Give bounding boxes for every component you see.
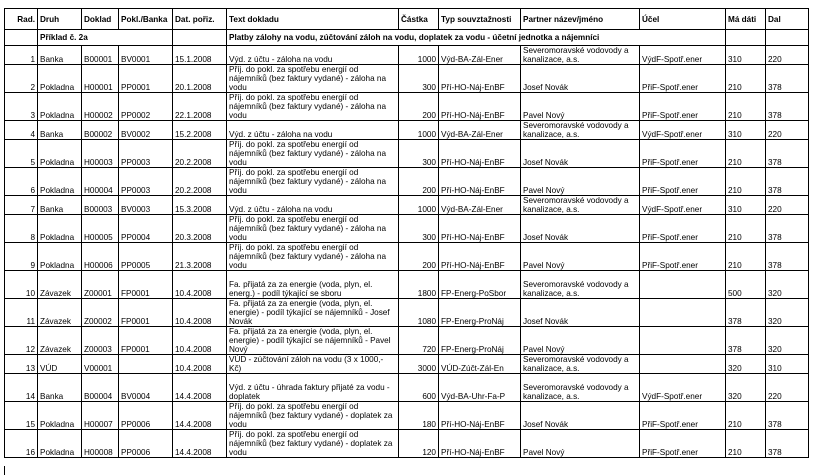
cell-castka: 1000 xyxy=(399,121,439,140)
cell-datum: 20.1.2008 xyxy=(173,65,227,93)
cell-row-number: 11 xyxy=(5,299,38,327)
table-row xyxy=(5,355,809,374)
cell-doklad: H00008 xyxy=(82,430,119,458)
cell-ma-dati: 310 xyxy=(726,196,766,215)
cell-druh: Pokladna xyxy=(38,140,82,168)
cell-dal: 220 xyxy=(766,374,809,402)
cell-datum: 20.2.2008 xyxy=(173,140,227,168)
cell-druh: Banka xyxy=(38,46,82,65)
cell-row-number: 7 xyxy=(5,196,38,215)
cell-dal: 320 xyxy=(766,299,809,327)
table-row xyxy=(5,327,809,355)
cell-dal: 378 xyxy=(766,215,809,243)
cell-row-number: 15 xyxy=(5,402,38,430)
table-row xyxy=(5,374,809,402)
header-pokl-banka: Pokl./Banka xyxy=(119,9,173,30)
cell-ucel: PřiF-Spotř.ener xyxy=(640,430,726,458)
cell-ucel xyxy=(640,271,726,299)
cell-text-dokladu: Výd. z účtu - záloha na vodu xyxy=(227,46,399,65)
cell-row-number: 9 xyxy=(5,243,38,271)
cell-druh: Závazek xyxy=(38,299,82,327)
cell-ucel: VýdF-Spotř.ener xyxy=(640,46,726,65)
cell-ucel xyxy=(640,355,726,374)
cell-row-number: 13 xyxy=(5,355,38,374)
cell-ma-dati: 378 xyxy=(726,299,766,327)
cell-text-dokladu: Fa. přijatá za za energie (voda, plyn, el. energie) - podíl týkající se nájemníků - Josef Novák xyxy=(227,299,399,327)
header-datum: Dat. pořiz. xyxy=(173,9,227,30)
cell-partner: Pavel Nový xyxy=(521,93,640,121)
cell-text-dokladu: Výd. z účtu - úhrada faktury přijaté za vodu - doplatek xyxy=(227,374,399,402)
cell-pokl-banka: PP0004 xyxy=(119,215,173,243)
cell-ma-dati: 210 xyxy=(726,93,766,121)
cell-row-number: 1 xyxy=(5,46,38,65)
table-row xyxy=(5,402,809,430)
cell-typ-souvztaznosti: Pří-HO-Náj-EnBF xyxy=(439,93,521,121)
cell-pokl-banka: BV0004 xyxy=(119,374,173,402)
cell-druh: Závazek xyxy=(38,271,82,299)
cell-dal: 310 xyxy=(766,355,809,374)
cell-dal: 378 xyxy=(766,140,809,168)
cell-row-number: 14 xyxy=(5,374,38,402)
cell-text-dokladu: Příj. do pokl. za spotřebu energií od nájemníků (bez faktury vydané) - záloha na vodu xyxy=(227,65,399,93)
cell-ucel xyxy=(640,299,726,327)
cell-typ-souvztaznosti: VÚD-Zúčt-Zál-En xyxy=(439,355,521,374)
cell-doklad: H00007 xyxy=(82,402,119,430)
cell-partner: Severomoravské vodovody a kanalizace, a.s. xyxy=(521,271,640,299)
cell-datum: 14.4.2008 xyxy=(173,430,227,458)
cell-castka: 300 xyxy=(399,140,439,168)
cell-typ-souvztaznosti: Pří-HO-Náj-EnBF xyxy=(439,243,521,271)
cell-datum: 10.4.2008 xyxy=(173,327,227,355)
cell-ma-dati: 210 xyxy=(726,215,766,243)
cell-druh: Pokladna xyxy=(38,243,82,271)
cell-castka: 200 xyxy=(399,93,439,121)
cell-typ-souvztaznosti: FP-Energ-ProNáj xyxy=(439,327,521,355)
cell-ucel xyxy=(640,327,726,355)
cell-typ-souvztaznosti: FP-Energ-PoSbor xyxy=(439,271,521,299)
table-row xyxy=(5,243,809,271)
cell-partner: Severomoravské vodovody a kanalizace, a.s. xyxy=(521,355,640,374)
cell-dal: 378 xyxy=(766,430,809,458)
cell-ucel: PřiF-Spotř.ener xyxy=(640,243,726,271)
cell-pokl-banka: FP0001 xyxy=(119,327,173,355)
cell-doklad: B00003 xyxy=(82,196,119,215)
cell-ucel: PřiF-Spotř.ener xyxy=(640,168,726,196)
cell-ucel: VýdF-Spotř.ener xyxy=(640,121,726,140)
cell-ucel: VýdF-Spotř.ener xyxy=(640,374,726,402)
cell-ucel: PřiF-Spotř.ener xyxy=(640,215,726,243)
cell-dal: 378 xyxy=(766,65,809,93)
cell-druh: Banka xyxy=(38,374,82,402)
cell-ma-dati: 310 xyxy=(726,121,766,140)
cell-partner: Severomoravské vodovody a kanalizace, a.s. xyxy=(521,46,640,65)
cell-row-number: 16 xyxy=(5,430,38,458)
cell-partner: Severomoravské vodovody a kanalizace, a.s. xyxy=(521,196,640,215)
cell-dal: 378 xyxy=(766,402,809,430)
cell-doklad: H00002 xyxy=(82,93,119,121)
cell-druh: Pokladna xyxy=(38,93,82,121)
table-row xyxy=(5,299,809,327)
table-row xyxy=(5,140,809,168)
cell-pokl-banka xyxy=(119,355,173,374)
cell-typ-souvztaznosti: Pří-HO-Náj-EnBF xyxy=(439,65,521,93)
cell-druh: Pokladna xyxy=(38,65,82,93)
cell-pokl-banka: PP0002 xyxy=(119,93,173,121)
cell-pokl-banka: PP0003 xyxy=(119,168,173,196)
cell-datum: 15.2.2008 xyxy=(173,121,227,140)
table-row xyxy=(5,168,809,196)
cell-castka: 300 xyxy=(399,65,439,93)
cell-datum: 15.1.2008 xyxy=(173,46,227,65)
cell-castka: 200 xyxy=(399,168,439,196)
cell-partner: Pavel Nový xyxy=(521,327,640,355)
cell-doklad: B00004 xyxy=(82,374,119,402)
header-dal: Dal xyxy=(766,9,809,30)
cell-pokl-banka: BV0002 xyxy=(119,121,173,140)
cell-ma-dati: 378 xyxy=(726,327,766,355)
cell-druh: VÚD xyxy=(38,355,82,374)
cell-castka: 3000 xyxy=(399,355,439,374)
cell-dal: 220 xyxy=(766,121,809,140)
cell-ma-dati: 210 xyxy=(726,168,766,196)
cell-castka: 1000 xyxy=(399,196,439,215)
cell-row-number: 10 xyxy=(5,271,38,299)
cell-row-number: 2 xyxy=(5,65,38,93)
cell-dal: 378 xyxy=(766,93,809,121)
cell-text-dokladu: Fa. přijatá za za energie (voda, plyn, el. energ.) - podíl týkající se sboru xyxy=(227,271,399,299)
cell-castka: 1800 xyxy=(399,271,439,299)
table-edge xyxy=(4,466,809,475)
cell-ma-dati: 210 xyxy=(726,430,766,458)
cell-typ-souvztaznosti: Výd-BA-Zál-Ener xyxy=(439,196,521,215)
cell-typ-souvztaznosti: Výd-BA-Zál-Ener xyxy=(439,121,521,140)
cell-partner: Josef Novák xyxy=(521,402,640,430)
cell-typ-souvztaznosti: Pří-HO-Náj-EnBF xyxy=(439,430,521,458)
cell-pokl-banka: PP0005 xyxy=(119,243,173,271)
cell-text-dokladu: Příj. do pokl. za spotřebu energií od nájemníků (bez faktury vydané) - doplatek za vodu xyxy=(227,402,399,430)
cell-ucel: PřiF-Spotř.ener xyxy=(640,402,726,430)
cell-row-number: 3 xyxy=(5,93,38,121)
cell-partner: Josef Novák xyxy=(521,140,640,168)
cell-dal: 378 xyxy=(766,243,809,271)
table-row xyxy=(5,121,809,140)
cell-pokl-banka: PP0003 xyxy=(119,140,173,168)
cell-partner: Josef Novák xyxy=(521,65,640,93)
cell-text-dokladu: Příj. do pokl. za spotřebu energií od nájemníků (bez faktury vydané) - záloha na vodu xyxy=(227,140,399,168)
cell-datum: 21.3.2008 xyxy=(173,243,227,271)
cell-ma-dati: 320 xyxy=(726,374,766,402)
cell-datum: 20.2.2008 xyxy=(173,168,227,196)
cell-pokl-banka: BV0001 xyxy=(119,46,173,65)
cell-ucel: VýdF-Spotř.ener xyxy=(640,196,726,215)
header-castka: Částka xyxy=(399,9,439,30)
cell-druh: Pokladna xyxy=(38,168,82,196)
cell-typ-souvztaznosti: Pří-HO-Náj-EnBF xyxy=(439,168,521,196)
cell-text-dokladu: Fa. přijatá za za energie (voda, plyn, el. energie) - podíl týkající se nájemníků - Pavel Nový xyxy=(227,327,399,355)
cell-druh: Banka xyxy=(38,121,82,140)
table-row xyxy=(5,430,809,458)
header-ma-dati: Má dáti xyxy=(726,9,766,30)
cell-partner: Pavel Nový xyxy=(521,430,640,458)
cell-castka: 600 xyxy=(399,374,439,402)
table-row xyxy=(5,271,809,299)
table-row xyxy=(5,93,809,121)
cell-ma-dati: 310 xyxy=(726,46,766,65)
cell-text-dokladu: Příj. do pokl. za spotřebu energií od nájemníků (bez faktury vydané) - záloha na vodu xyxy=(227,243,399,271)
cell-partner: Pavel Nový xyxy=(521,243,640,271)
cell-ma-dati: 320 xyxy=(726,355,766,374)
cell-datum: 14.4.2008 xyxy=(173,402,227,430)
header-text: Text dokladu xyxy=(227,9,399,30)
cell-row-number: 12 xyxy=(5,327,38,355)
cell-pokl-banka: PP0006 xyxy=(119,430,173,458)
cell-typ-souvztaznosti: Pří-HO-Náj-EnBF xyxy=(439,402,521,430)
cell-text-dokladu: Příj. do pokl. za spotřebu energií od nájemníků (bez faktury vydané) - záloha na vodu xyxy=(227,93,399,121)
cell-typ-souvztaznosti: Výd-BA-Uhr-Fa-P xyxy=(439,374,521,402)
cell-ucel: PřiF-Spotř.ener xyxy=(640,93,726,121)
cell-typ-souvztaznosti: FP-Energ-ProNáj xyxy=(439,299,521,327)
cell-datum: 15.3.2008 xyxy=(173,196,227,215)
cell-doklad: Z00001 xyxy=(82,271,119,299)
cell-druh: Závazek xyxy=(38,327,82,355)
cell-pokl-banka: PP0001 xyxy=(119,65,173,93)
cell-dal: 378 xyxy=(766,168,809,196)
cell-row-number: 8 xyxy=(5,215,38,243)
cell-pokl-banka: BV0003 xyxy=(119,196,173,215)
header-partner: Partner název/jméno xyxy=(521,9,640,30)
cell-doklad: H00006 xyxy=(82,243,119,271)
cell-druh: Pokladna xyxy=(38,215,82,243)
cell-castka: 120 xyxy=(399,430,439,458)
cell-text-dokladu: Příj. do pokl. za spotřebu energií od nájemníků (bez faktury vydané) - doplatek za vodu xyxy=(227,430,399,458)
cell-text-dokladu: Výd. z účtu - záloha na vodu xyxy=(227,196,399,215)
cell-doklad: V00001 xyxy=(82,355,119,374)
header-ucel: Účel xyxy=(640,9,726,30)
cell-doklad: Z00003 xyxy=(82,327,119,355)
cell-text-dokladu: VÚD - zúčtování záloh na vodu (3 x 1000,- Kč) xyxy=(227,355,399,374)
cell-druh: Pokladna xyxy=(38,430,82,458)
header-rad: Rad. xyxy=(5,9,38,30)
cell-pokl-banka: FP0001 xyxy=(119,299,173,327)
cell-doklad: H00005 xyxy=(82,215,119,243)
cell-datum: 22.1.2008 xyxy=(173,93,227,121)
cell-partner: Josef Novák xyxy=(521,299,640,327)
table-row xyxy=(5,196,809,215)
cell-ma-dati: 210 xyxy=(726,65,766,93)
table-row xyxy=(5,46,809,65)
cell-partner: Josef Novák xyxy=(521,215,640,243)
section-label: Příklad č. 2a xyxy=(38,30,173,46)
cell-doklad: H00004 xyxy=(82,168,119,196)
cell-partner: Pavel Nový xyxy=(521,168,640,196)
cell-row-number: 5 xyxy=(5,140,38,168)
header-typ: Typ souvztažnosti xyxy=(439,9,521,30)
cell-typ-souvztaznosti: Výd-BA-Zál-Ener xyxy=(439,46,521,65)
cell-text-dokladu: Příj. do pokl. za spotřebu energií od nájemníků (bez faktury vydané) - záloha na vodu xyxy=(227,168,399,196)
cell-castka: 1000 xyxy=(399,46,439,65)
cell-castka: 300 xyxy=(399,215,439,243)
cell-datum: 10.4.2008 xyxy=(173,299,227,327)
cell-text-dokladu: Výd. z účtu - záloha na vodu xyxy=(227,121,399,140)
cell-ma-dati: 210 xyxy=(726,140,766,168)
cell-doklad: Z00002 xyxy=(82,299,119,327)
cell-castka: 1080 xyxy=(399,299,439,327)
cell-datum: 10.4.2008 xyxy=(173,355,227,374)
table-row xyxy=(5,215,809,243)
cell-ma-dati: 210 xyxy=(726,402,766,430)
cell-dal: 220 xyxy=(766,196,809,215)
section-text: Platby zálohy na vodu, zúčtování záloh na vodu, doplatek za vodu - účetní jednotka a nájemníci xyxy=(227,30,726,46)
cell-doklad: H00003 xyxy=(82,140,119,168)
cell-partner: Severomoravské vodovody a kanalizace, a.s. xyxy=(521,374,640,402)
cell-ma-dati: 210 xyxy=(726,243,766,271)
cell-dal: 220 xyxy=(766,46,809,65)
cell-ucel: PřiF-Spotř.ener xyxy=(640,65,726,93)
cell-row-number: 6 xyxy=(5,168,38,196)
header-row xyxy=(5,9,809,30)
cell-dal: 320 xyxy=(766,271,809,299)
ledger-table xyxy=(4,8,809,458)
cell-druh: Pokladna xyxy=(38,402,82,430)
header-druh: Druh xyxy=(38,9,82,30)
cell-castka: 200 xyxy=(399,243,439,271)
cell-text-dokladu: Příj. do pokl. za spotřebu energií od nájemníků (bez faktury vydané) - záloha na vodu xyxy=(227,215,399,243)
section-row xyxy=(5,30,809,46)
cell-castka: 180 xyxy=(399,402,439,430)
cell-partner: Severomoravské vodovody a kanalizace, a.s. xyxy=(521,121,640,140)
cell-doklad: B00001 xyxy=(82,46,119,65)
cell-datum: 20.3.2008 xyxy=(173,215,227,243)
header-doklad: Doklad xyxy=(82,9,119,30)
cell-pokl-banka: FP0001 xyxy=(119,271,173,299)
cell-druh: Banka xyxy=(38,196,82,215)
cell-row-number: 4 xyxy=(5,121,38,140)
cell-datum: 14.4.2008 xyxy=(173,374,227,402)
cell-typ-souvztaznosti: Pří-HO-Náj-EnBF xyxy=(439,140,521,168)
cell-dal: 320 xyxy=(766,327,809,355)
table-row xyxy=(5,65,809,93)
cell-doklad: H00001 xyxy=(82,65,119,93)
cell-ma-dati: 500 xyxy=(726,271,766,299)
cell-castka: 720 xyxy=(399,327,439,355)
cell-ucel: PřiF-Spotř.ener xyxy=(640,140,726,168)
cell-datum: 10.4.2008 xyxy=(173,271,227,299)
cell-typ-souvztaznosti: Pří-HO-Náj-EnBF xyxy=(439,215,521,243)
cell-doklad: B00002 xyxy=(82,121,119,140)
cell-pokl-banka: PP0006 xyxy=(119,402,173,430)
